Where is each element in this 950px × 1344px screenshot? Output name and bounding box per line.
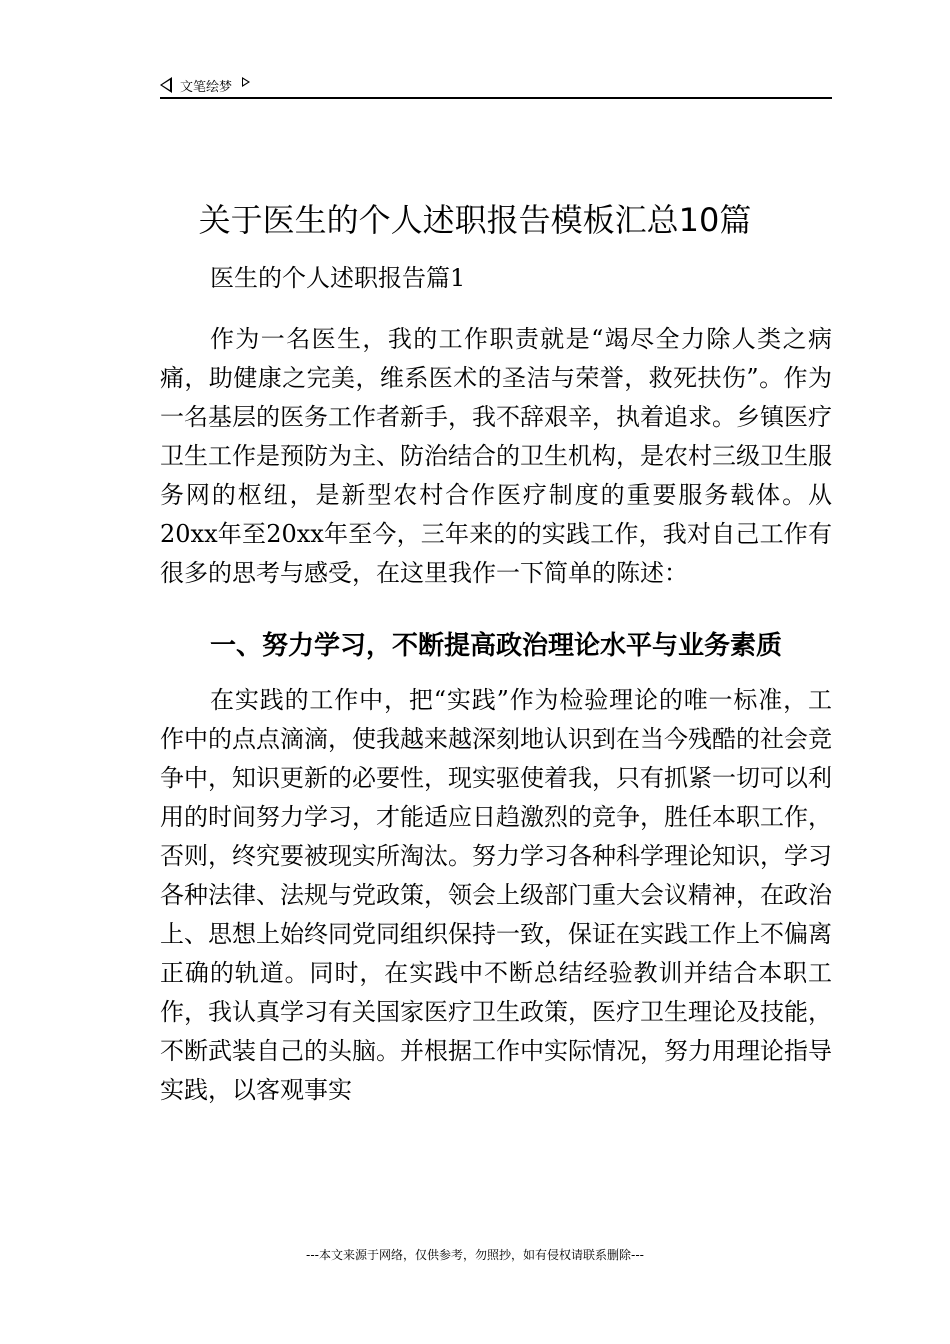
paragraph-study: 在实践的工作中，把“实践”作为检验理论的唯一标准，工作中的点点滴滴，使我越来越深刻地认识到在当今残酷的社会竞争中，知识更新的必要性，现实驱使着我，只有抓紧一切可以利用的时间努力学习，才能适应日趋激烈的竞争，胜任本职工作，否则，终究要被现实所淘汰。努力学习各种科学理论知识，学习各种法律、法规与党政策，领会上级部门重大会议精神，在政治上、思想上始终同党同组织保持一致，保证在实践工作上不偏离正确的轨道。同时，在实践中不断总结经验教训并结合本职工作，我认真学习有关国家医疗卫生政策，医疗卫生理论及技能，不断武装自己的头脑。并根据工作中实际情况，努力用理论指导实践，以客观事实 [160,686,832,1104]
header-label: 文笔绘梦 [180,79,233,95]
document-subtitle: 医生的个人述职报告篇1 [210,264,466,292]
paragraph-intro: 作为一名医生，我的工作职责就是“竭尽全力除人类之病痛，助健康之完美，维系医术的圣洁与荣誉，救死扶伤”。作为一名基层的医务工作者新手，我不辞艰辛，执着追求。乡镇医疗卫生工作是预防为主、防治结合的卫生机构，是农村三级卫生服务网的枢纽，是新型农村合作医疗制度的重要服务载体。从20xx年至20xx年至今，三年来的的实践工作，我对自己工作有很多的思考与感受，在这里我作一下简单的陈述： [160,325,832,587]
footer-disclaimer: ---本文来源于网络，仅供参考，勿照抄，如有侵权请联系删除--- [306,1248,644,1262]
triangle-left-icon [160,77,172,93]
document-title: 关于医生的个人述职报告模板汇总10篇 [198,201,752,239]
triangle-right-icon [242,77,250,87]
page-header [160,74,250,96]
section-heading: 一、努力学习，不断提高政治理论水平与业务素质 [210,631,783,661]
document-body [160,262,832,1110]
header-divider [160,97,832,99]
